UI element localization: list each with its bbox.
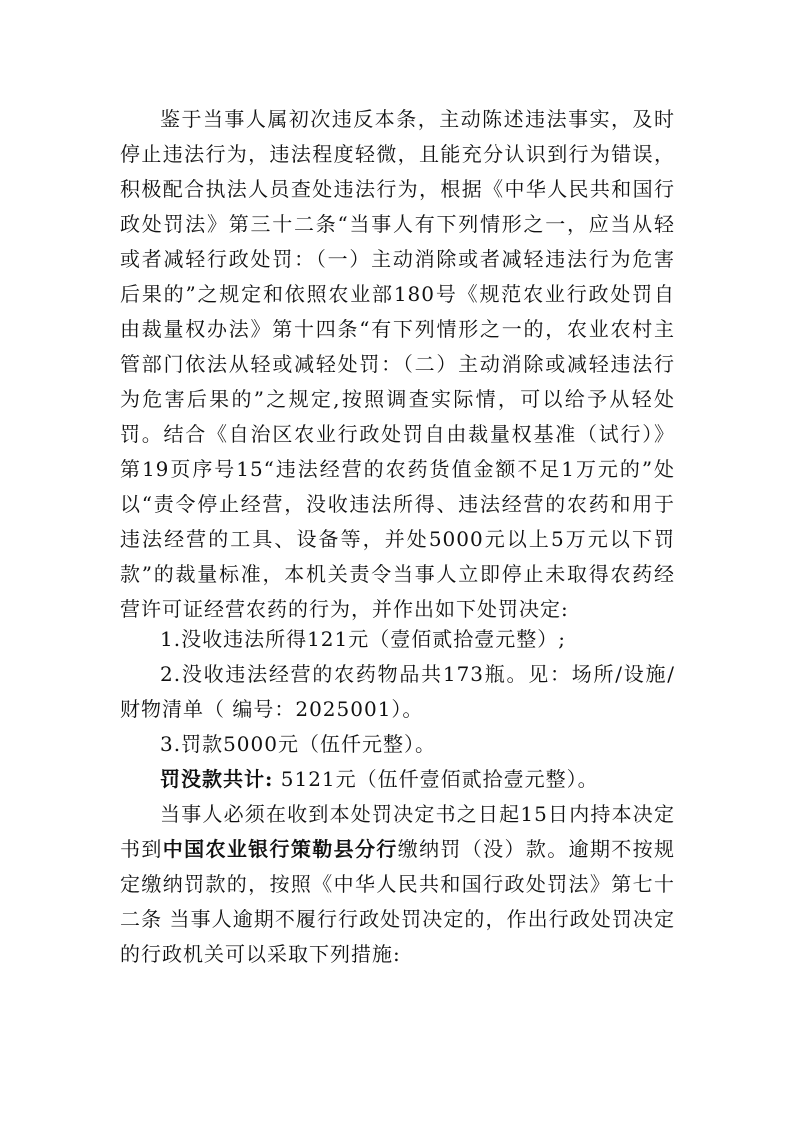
penalty-item-2: 2.没收违法经营的农药物品共173瓶。见：场所/设施/财物清单（ 编号：2025001）。 <box>120 662 675 721</box>
payment-paragraph-part-2: 缴纳罚（没）款。逾期不按规定缴纳罚款的，按照《中华人民共和国行政处罚法》第七十二条 当事人逾期不履行行政处罚决定的，作出行政处罚决定的行政机关可以采取下列措施: <box>120 837 676 966</box>
payment-paragraph <box>120 797 675 972</box>
penalty-total-label: 罚没款共计: <box>160 767 274 791</box>
main-paragraph: 鉴于当事人属初次违反本条，主动陈述违法事实，及时停止违法行为，违法程度轻微，且能充分认识到行为错误，积极配合执法人员查处违法行为，根据《中华人民共和国行政处罚法》第三十二条“当事人有下列情形之一，应当从轻或者减轻行政处罚：（一）主动消除或者减轻违法行为危害后果的”之规定和依照农业部180号《规范农业行政处罚自由裁量权办法》第十四条“有下列情形之一的，农业农村主管部门依法从轻或减轻处罚：（二）主动消除或减轻违法行为危害后果的”之规定,按照调查实际情，可以给予从轻处罚。结合《自治区农业行政处罚自由裁量权基准（试行）》第19页序号15“违法经营的农药货值金额不足1万元的”处以“责令停止经营，没收违法所得、违法经营的农药和用于违法经营的工具、设备等，并处5000元以上5万元以下罚款”的裁量标准，本机关责令当事人立即停止未取得农药经营许可证经营农药的行为，并作出如下处罚决定: <box>120 107 675 621</box>
payment-paragraph-part-1: 当事人必须在收到本处罚决定书之日起15日内持本决定书到 <box>120 802 675 861</box>
penalty-item-3: 3.罚款5000元（伍仟元整）。 <box>160 732 436 756</box>
penalty-item-1: 1.没收违法所得121元（壹佰贰拾壹元整）; <box>160 627 566 651</box>
penalty-total-value: 5121元（伍仟壹佰贰拾壹元整）。 <box>280 767 599 791</box>
penalty-total <box>120 762 675 797</box>
bank-name: 中国农业银行策勒县分行 <box>162 837 398 861</box>
